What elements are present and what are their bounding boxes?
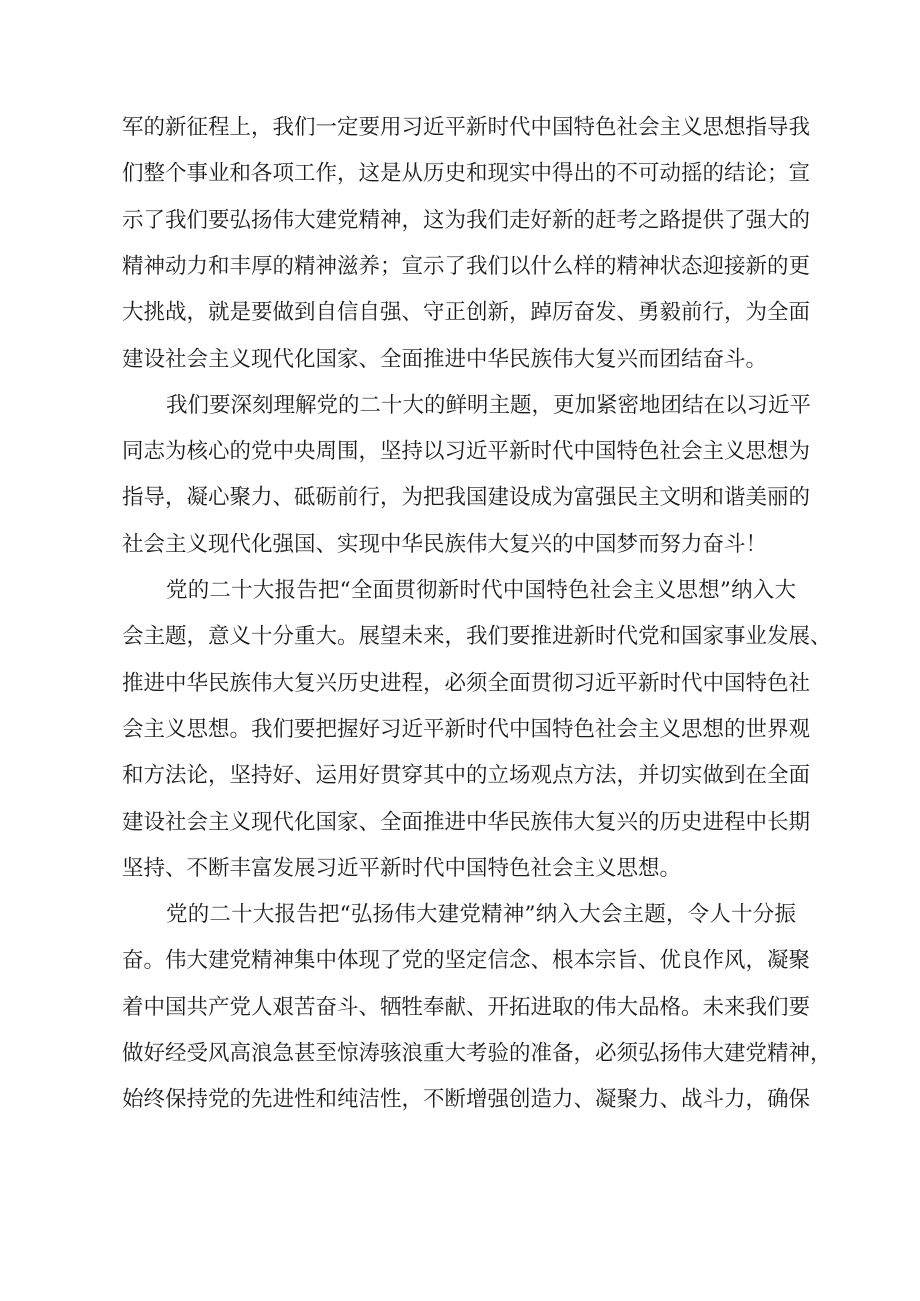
text-line: 党的二十大报告把“弘扬伟大建党精神”纳入大会主题，令人十分振: [166, 902, 796, 928]
text-line: 军的新征程上，我们一定要用习近平新时代中国特色社会主义思想指导我: [122, 115, 811, 140]
text-line: 党的二十大报告把“全面贯彻新时代中国特色社会主义思想”纳入大: [166, 578, 796, 603]
text-line: 推进中华民族伟大复兴历史进程，必须全面贯彻习近平新时代中国特色社: [122, 670, 811, 696]
text-line: 大挑战，就是要做到自信自强、守正创新，踔厉奋发、勇毅前行，为全面: [122, 300, 811, 326]
text-line: 我们要深刻理解党的二十大的鲜明主题，更加紧密地团结在以习近平: [166, 392, 812, 418]
text-line: 会主题，意义十分重大。展望未来，我们要推进新时代党和国家事业发展、: [122, 624, 832, 650]
text-line: 会主义思想。我们要把握好习近平新时代中国特色社会主义思想的世界观: [122, 716, 811, 742]
text-line: 着中国共产党人艰苦奋斗、牺牲奉献、开拓进取的伟大品格。未来我们要: [122, 994, 811, 1020]
text-line: 们整个事业和各项工作，这是从历史和现实中得出的不可动摇的结论；宣: [122, 161, 811, 187]
text-line: 示了我们要弘扬伟大建党精神，这为我们走好新的赶考之路提供了强大的: [122, 207, 811, 233]
text-line: 精神动力和丰厚的精神滋养；宣示了我们以什么样的精神状态迎接新的更: [122, 253, 811, 279]
text-line: 社会主义现代化强国、实现中华民族伟大复兴的中国梦而努力奋斗！: [122, 531, 768, 557]
text-line: 和方法论，坚持好、运用好贯穿其中的立场观点方法，并切实做到在全面: [122, 763, 811, 789]
text-line: 坚持、不断丰富发展习近平新时代中国特色社会主义思想。: [122, 855, 682, 881]
text-line: 做好经受风高浪急甚至惊涛骇浪重大考验的准备，必须弘扬伟大建党精神，: [122, 1041, 832, 1066]
text-line: 指导，凝心聚力、砥砺前行，为把我国建设成为富强民主文明和谐美丽的: [122, 485, 811, 511]
text-line: 同志为核心的党中央周围，坚持以习近平新时代中国特色社会主义思想为: [122, 439, 811, 465]
text-line: 建设社会主义现代化国家、全面推进中华民族伟大复兴而团结奋斗。: [122, 346, 768, 372]
text-line: 奋。伟大建党精神集中体现了党的坚定信念、根本宗旨、优良作风，凝聚: [122, 948, 811, 974]
text-line: 始终保持党的先进性和纯洁性，不断增强创造力、凝聚力、战斗力，确保: [122, 1087, 811, 1113]
text-line: 建设社会主义现代化国家、全面推进中华民族伟大复兴的历史进程中长期: [122, 809, 811, 835]
